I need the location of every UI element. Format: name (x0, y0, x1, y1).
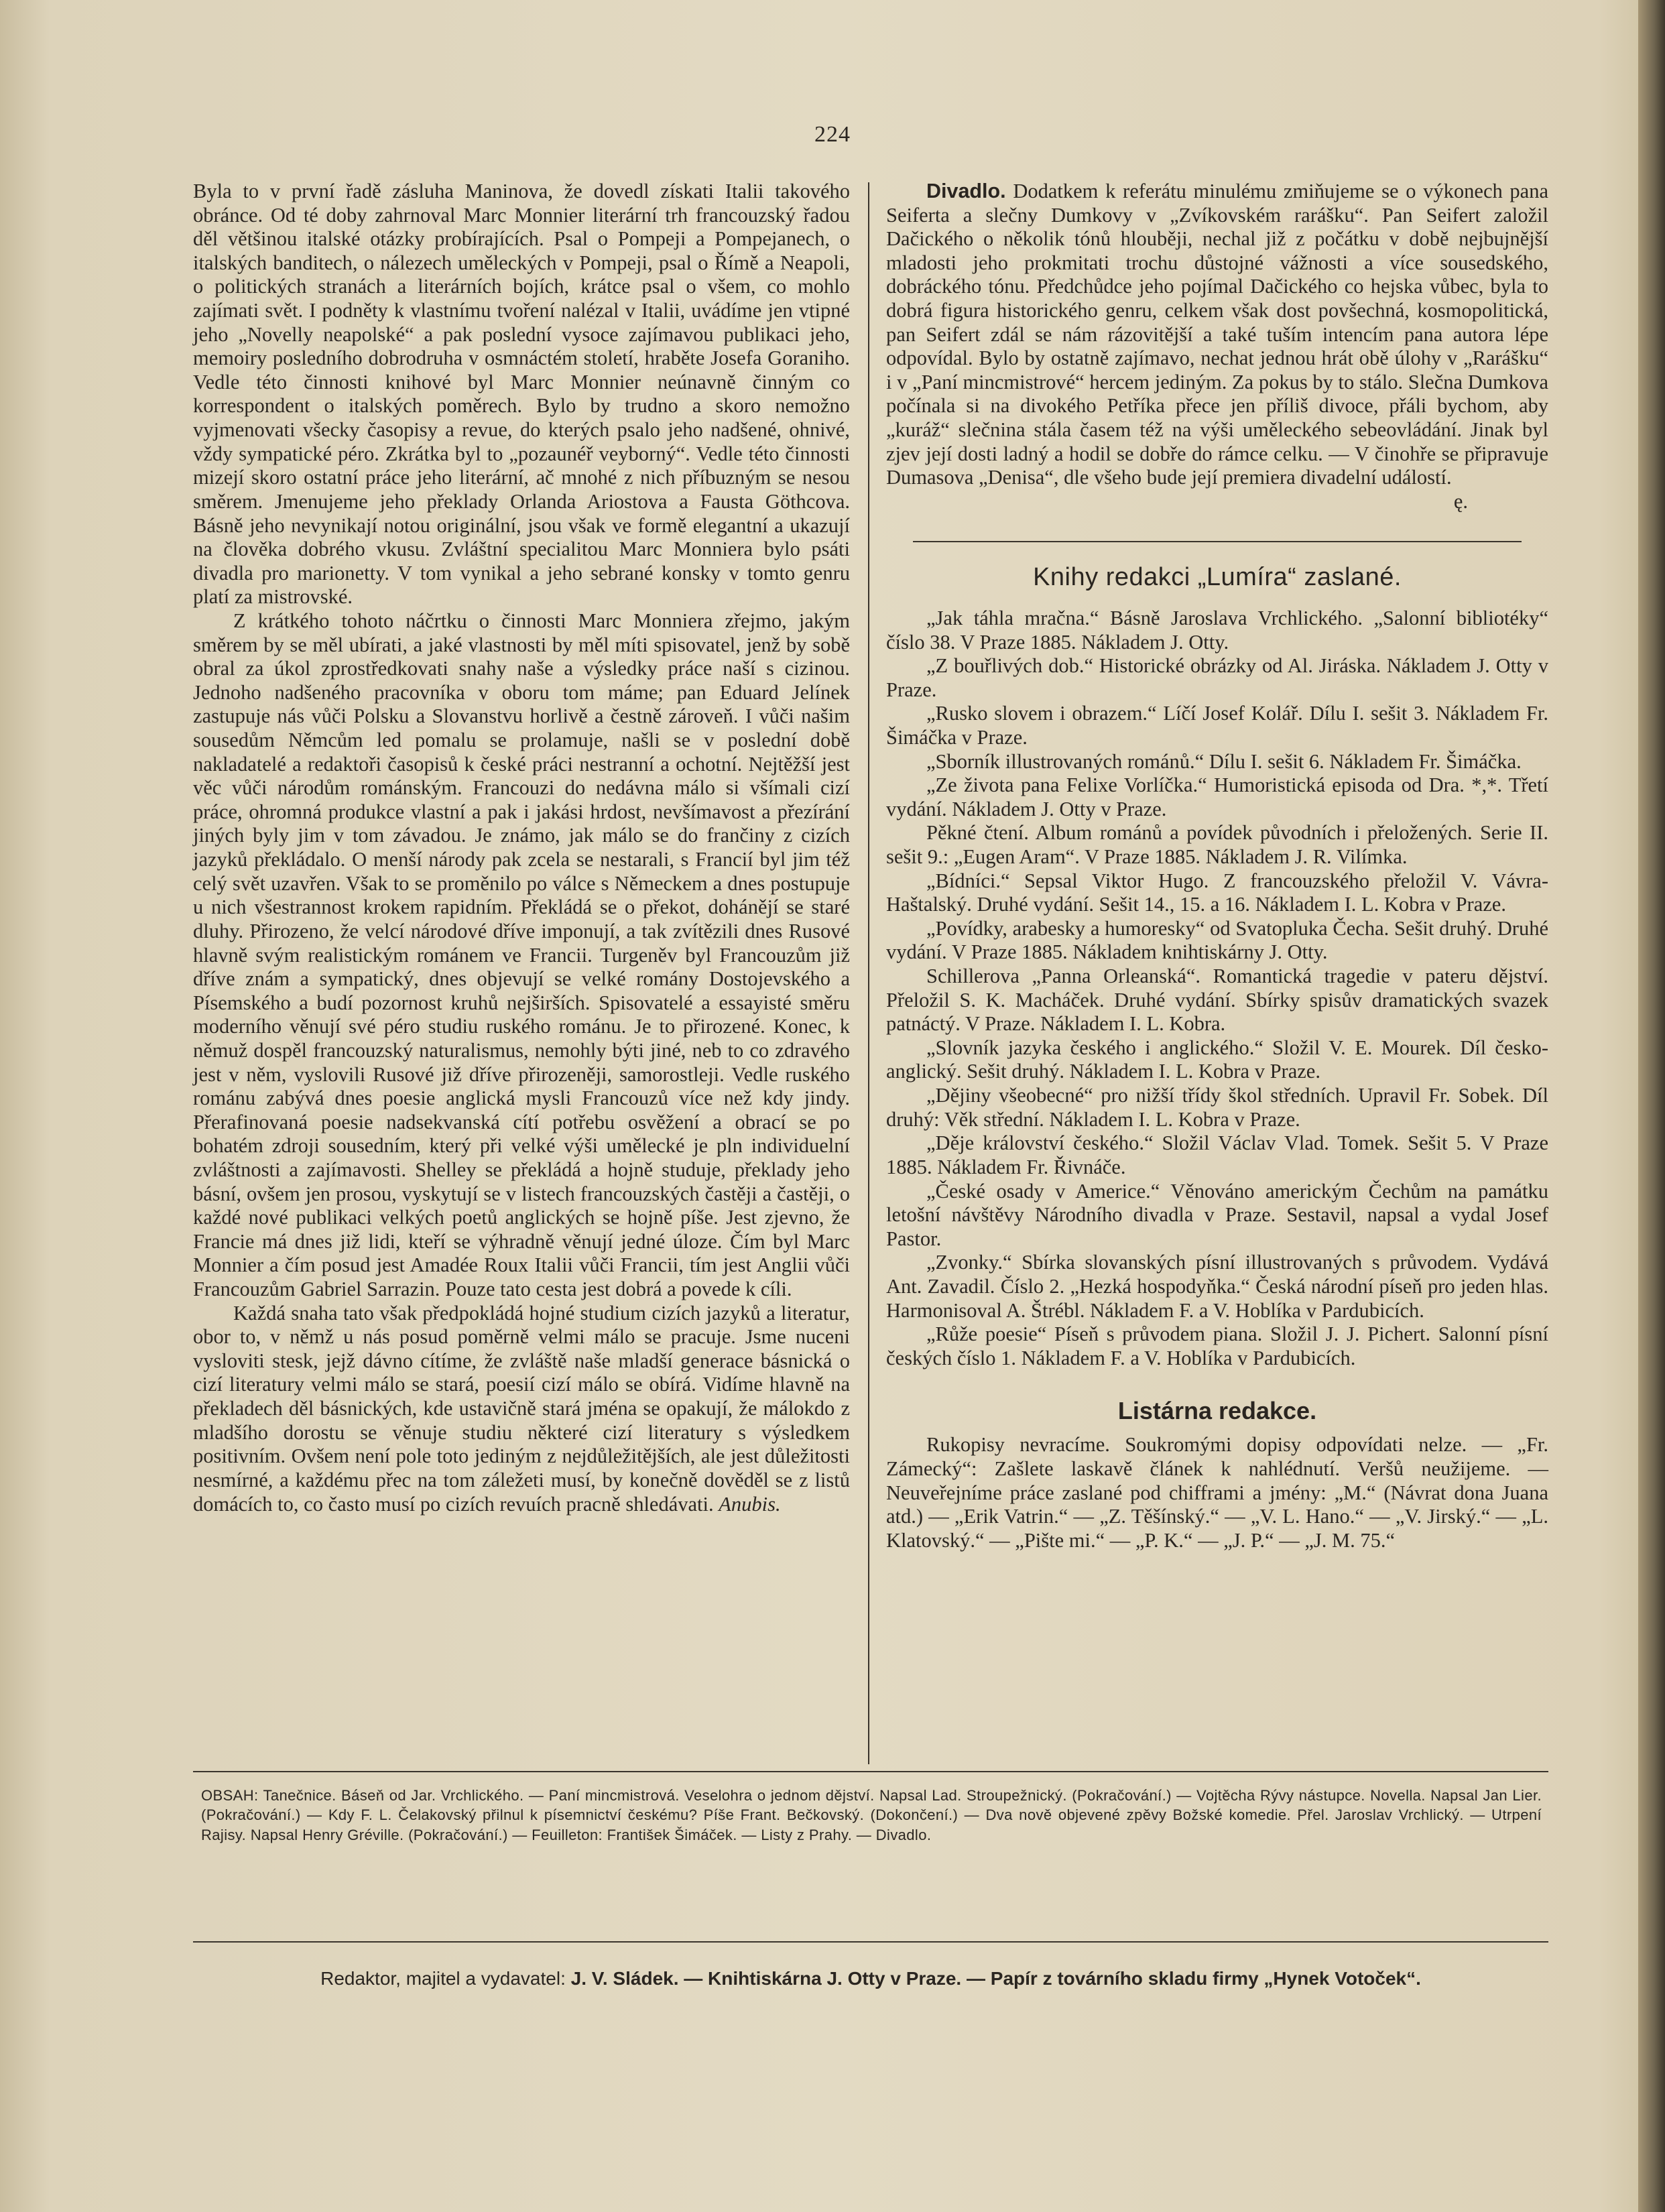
article-paragraph-text: Každá snaha tato však předpokládá hojné studium cizích jazyků a literatur, obor to, v němž u nás posud poměrně velmi málo se pracuje. Jsme nuceni vysloviti stesk, jejž dávno cítíme, že zvláště naše mladší generace básnická o cizí literatury velmi málo se stará, poesií cizí málo se obírá. Vidíme hlavně na překladech děl básnických, kde ustavičně stará jména se opakují, že málokdo z mladšího dorostu se věnuje studiu některé cizí literatury s výsledkem positivním. Ovšem není pole toto jediným z nejdůležitějších, ale jest důležitosti nesmírné, a každému přec na tom záležeti musí, by konečně dověděl se z listů domácích to, co často musí po cizích revuích pracně shledávati. (193, 1301, 850, 1516)
book-entry: „Z bouřlivých dob.“ Historické obrázky od Al. Jiráska. Nákladem J. Otty v Praze. (886, 654, 1548, 701)
theatre-section (886, 180, 1548, 490)
article-signature: Anubis. (719, 1492, 781, 1516)
book-entry: „Sborník illustrovaných románů.“ Dílu I. sešit 6. Nákladem Fr. Šimáčka. (926, 749, 1522, 773)
book-entry: „České osady v Americe.“ Věnováno americkým Čechům na památku letošní návštěvy Národního divadla v Praze. Sestavil, napsal a vydal Josef Pastor. (886, 1179, 1548, 1250)
contents-top-rule (193, 1771, 1548, 1772)
theatre-text: Dodatkem k referátu minulému zmiňujeme se o výkonech pana Seiferta a slečny Dumkovy v „Zvíkovském rarášku“. Pan Seifert založil Dačického o několik tónů hlouběji, nechal již z počátku v době nejbujnější mladosti jeho prokmitati trochu důstojné vážnosti a více sousedského, dobráckého tónu. Předchůdce jeho pojímal Dačického co hejska vůbec, byla to dobrá figura historického genru, celkem však dost povšechná, kosmopolitická, pan Seifert zdál se nám rázovitější a také tuším intencím pana autora lépe odpovídal. Bylo by ostatně zajímavo, nechat jednou hrát obě úlohy v „Rarášku“ i v „Paní mincmistrové“ hercem jediným. Za pokus by to stálo. Slečna Dumkova počínala si na divokého Petříka přece jen příliš divoce, přáli bychom, aby „kuráž“ slečnina stála časem též na výši uměleckého sebeovládání. Jinak byl zjev její dosti ladný a hodil se dobře do rámce celku. — V činohře se připravuje Dumasova „Denisa“, dle všeho bude její premiera divadelní událostí. (886, 180, 1549, 489)
article-paragraph (193, 1302, 850, 1516)
section-divider (913, 541, 1522, 542)
editorial-letters-heading: Listárna redakce. (1117, 1397, 1317, 1425)
contents-bottom-rule (193, 1941, 1548, 1943)
book-entry: „Povídky, arabesky a humoresky“ od Svatopluka Čecha. Sešit druhý. Druhé vydání. V Praze 1885. Nákladem knihtiskárny J. Otty. (886, 916, 1548, 964)
book-entry: „Rusko slovem i obrazem.“ Líčí Josef Kolář. Dílu I. sešit 3. Nákladem Fr. Šimáčka v Praze. (886, 702, 1548, 749)
books-heading: Knihy redakci „Lumíra“ zaslané. (1033, 562, 1402, 591)
theatre-signature-row (886, 490, 1548, 514)
column-divider (868, 182, 869, 1764)
book-spine (1638, 0, 1665, 2212)
imprint-paper: — Papír z továrního skladu firmy „Hynek Votoček“. (966, 1968, 1421, 1989)
book-entry: Pěkné čtení. Album románů a povídek původních i přeložených. Serie II. sešit 9.: „Eugen Aram“. V Praze 1885. Nákladem J. R. Vilímka. (886, 821, 1548, 868)
left-column (193, 180, 850, 1516)
imprint-footer (193, 1968, 1548, 1989)
theatre-heading: Divadlo. (926, 180, 1006, 202)
book-entry: Schillerova „Panna Orleanská“. Romantická tragedie v pateru dějství. Přeložil S. K. Macháček. Druhé vydání. Sbírky spisův dramatických svazek patnáctý. V Praze. Nákladem I. L. Kobra. (886, 965, 1548, 1036)
page-number: 224 (814, 122, 851, 147)
book-entry: „Dějiny všeobecné“ pro nižší třídy škol středních. Upravil Fr. Sobek. Díl druhý: Věk střední. Nákladem I. L. Kobra v Praze. (886, 1084, 1548, 1131)
book-entry: „Slovník jazyka českého i anglického.“ Složil V. E. Mourek. Díl česko-anglický. Sešit druhý. Nákladem I. L. Kobra v Praze. (886, 1036, 1548, 1083)
book-entry: „Zvonky.“ Sbírka slovanských písní illustrovaných s průvodem. Vydává Ant. Zavadil. Číslo 2. „Hezká hospodyňka.“ Česká národní píseň pro jeden hlas. Harmonisoval A. Štrébl. Nákladem F. a V. Hoblíka v Pardubicích. (886, 1251, 1548, 1322)
theatre-signature: ę. (1453, 489, 1468, 513)
table-of-contents: OBSAH: Tanečnice. Báseň od Jar. Vrchlického. — Paní mincmistrová. Veselohra o jednom dějství. Napsal Lad. Stroupežnický. (Pokračování.) — Vojtěcha Rývy nástupce. Novella. Napsal Jan Lier. (Pokračování.) — Kdy F. L. Čelakovský přilnul k písemnictví českému? Píše Frant. Bečkovský. (Dokončení.) — Dva nově objevené zpěvy Božské komedie. Přel. Jaroslav Vrchlický. — Utrpení Rajisy. Napsal Henry Gréville. (Pokračování.) — Feuilleton: František Šimáček. — Listy z Prahy. — Divadlo. (201, 1787, 1542, 1843)
imprint-editor: J. V. Sládek. (570, 1968, 679, 1989)
editorial-letters-text: Rukopisy nevracíme. Soukromými dopisy odpovídati nelze. — „Fr. Zámecký“: Zašlete laskavě článek k nahlédnutí. Veršů neužijeme. — Neuveřejníme práce zaslané pod chifframi a jmény: „M.“ (Návrat dona Juana atd.) — „Erik Vatrin.“ — „Z. Těšínský.“ — „V. L. Hano.“ — „V. Jirský.“ — „L. Klatovský.“ — „Pište mi.“ — „P. K.“ — „J. P.“ — „J. M. 75.“ (886, 1433, 1548, 1552)
article-paragraph: Byla to v první řadě zásluha Maninova, že dovedl získati Italii takového obránce. Od té doby zahrnoval Marc Monnier literární trh francouzský řadou děl většinou italské otázky probírajících. Psal o Pompeji a Pompejanech, o italských banditech, o nálezech uměleckých v Pompeji, psal o Římě a Neapoli, o politických stranách a literárních bojích, krátce psal o všem, co mohlo zajímati svět. I podněty k vlastnímu tvoření nalézal v Italii, uvádíme jen vtipné jeho „Novelly neapolské“ a pak poslední vysoce zajímavou publikaci jeho, memoiry posledního dobrodruha v osmnáctém století, hraběte Josefa Goraniho. Vedle této činnosti knihové byl Marc Monnier neúnavně činným co korrespondent o italských poměrech. Bylo by trudno a skoro nemožno vyjmenovati všecky časopisy a revue, do kterých psalo jeho nadšené, ohnivé, vždy sympatické péro. Zkrátka byl to „pozaunéř veyborný“. Vedle této činnosti mizejí skoro ostatní práce jeho literární, ač mnohé z nich příbuzným se nesou směrem. Jmenujeme jeho překlady Orlanda Ariostova a Fausta Göthcova. Básně jeho nevynikají notou originální, jsou však ve formě elegantní a ukazují na člověka dobrého vkusu. Zvláštní specialitou Marc Monniera bylo psáti divadla pro marionetty. V tom vynikal a jeho sebrané konsky v tomto genru platí za mistrovské. (193, 180, 850, 609)
book-entry: „Ze života pana Felixe Vorlíčka.“ Humoristická episoda od Dra. *,*. Třetí vydání. Nákladem J. Otty v Praze. (886, 774, 1548, 820)
book-entry: „Děje království českého.“ Složil Václav Vlad. Tomek. Sešit 5. V Praze 1885. Nákladem Fr. Řivnáče. (886, 1131, 1548, 1178)
imprint-prefix: Redaktor, majitel a vydavatel: (320, 1968, 566, 1989)
imprint-printer: — Knihtiskárna J. Otty v Praze. (684, 1968, 962, 1989)
right-column (886, 180, 1548, 1553)
article-paragraph: Z krátkého tohoto náčrtku o činnosti Marc Monniera zřejmo, jakým směrem by se měl ubírati, a jaké vlastnosti by měl míti spisovatel, jenž by sobě obral za úkol zprostředkovati snahy naše a výsledky práce naší s cizinou. Jednoho nadšeného pracovníka v oboru tom máme; pan Eduard Jelínek zastupuje nás vůči Polsku a Slovanstvu horlivě a čestně zároveň. I vůči našim sousedům Němcům led pomalu se prolamuje, našli se v poslední době nakladatelé a redaktoři časopisů k české práci nestranní a ochotní. Nejtěžší jest věc vůči národům románským. Francouzi do nedávna málo si všímali cizí práce, ohromná produkce vlastní a pak i jakási hrdost, nevšímavost a přezírání jiných byly jim v tom závadou. Je známo, jak málo se do frančiny z cizích jazyků překládalo. O menší národy pak zcela se nestarali, s Francií byl jim též celý svět uzavřen. Však to se proměnilo po válce s Německem a dnes postupuje u nich všestrannost krokem rapidním. Překládá se o překot, dohánějí se staré dluhy. Přirozeno, že velcí národové dříve imponují, a tak zvítězili dnes Rusové hlavně svým realistickým románem ve Francii. Turgeněv byl Francouzům již dříve znám a sympatický, dnes objevují se velké romány Dostojevského a Písemského a budí pozornost kruhů nejširších. Spisovatelé a essayisté směru moderního věnují své péro studiu ruského románu. Je to přirozené. Konec, k němuž dospěl francouzský naturalismus, nemohly býti jiné, neb to co zdravého jest v něm, vyslovili Rusové již dříve přirozeněji, samorostleji. Vedle ruského románu zabývá dnes poesie anglická mysli Francouzů více než kdy jindy. Přerafinovaná poesie nadsekvanská cítí potřebu osvěžení a obrací se po bohatém zdroji sousedním, který při velké výši umělecké je pln individuelní zvláštnosti a zajímavosti. Shelley se překládá a hojně studuje, překlady jeho básní, ovšem jen prosou, vyskytují se v listech francouzských častěji a častěji, o každé nové publikaci velkých poetů anglických se hojně píše. Jest zjevno, že Francie má dnes již lidi, kteří se výhradně věnují jedné úloze. Čím byl Marc Monnier a čím posud jest Amadée Roux Italii vůči Francii, tím jest Anglii vůči Francouzům Gabriel Sarrazin. Pouze tato cesta jest dobrá a povede k cíli. (193, 609, 850, 1301)
book-entry: „Bídníci.“ Sepsal Viktor Hugo. Z francouzského přeložil V. Vávra-Haštalský. Druhé vydání. Sešit 14., 15. a 16. Nákladem I. L. Kobra v Praze. (886, 869, 1548, 916)
book-entry: „Růže poesie“ Píseň s průvodem piana. Složil J. J. Pichert. Salonní písní českých číslo 1. Nákladem F. a V. Hoblíka v Pardubicích. (886, 1323, 1548, 1369)
book-entry: „Jak táhla mračna.“ Básně Jaroslava Vrchlického. „Salonní bibliotéky“ číslo 38. V Praze 1885. Nákladem J. Otty. (886, 606, 1548, 654)
